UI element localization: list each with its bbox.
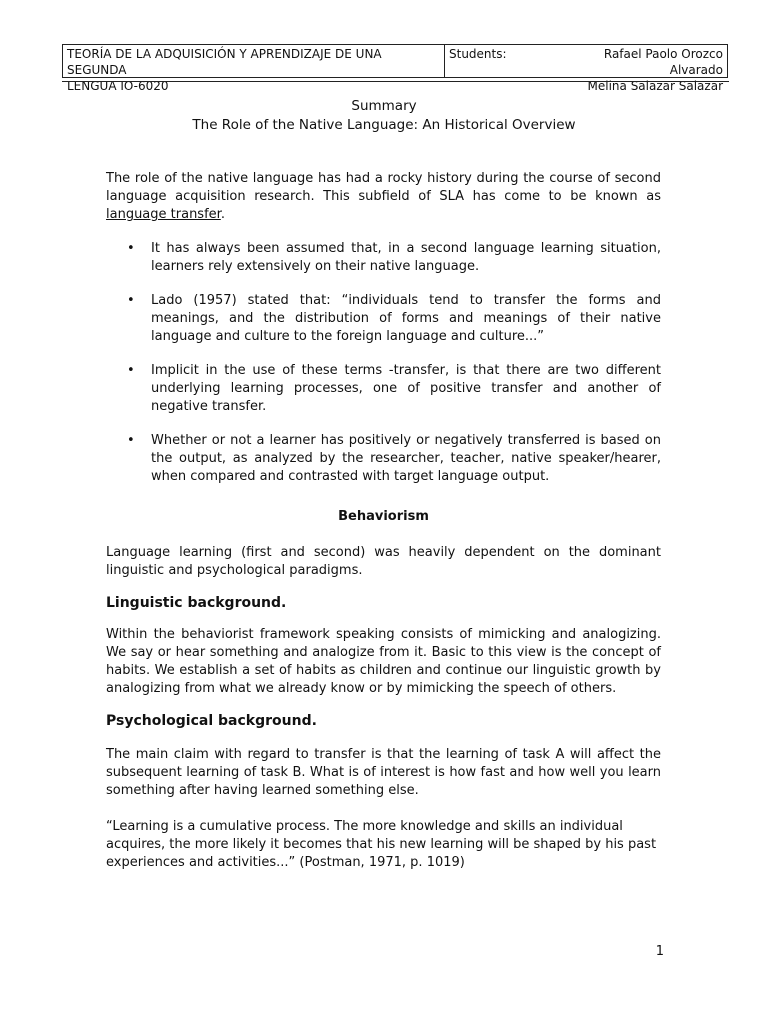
bullet-item: • Lado (1957) stated that: “individuals tend to transfer the forms and meanings, and the distribution of forms and meanings of their native language and culture to the foreign language and culture...” (151, 292, 661, 346)
title-main: The Role of the Native Language: An Historical Overview (192, 117, 576, 133)
linguistic-heading: Linguistic background. (106, 595, 287, 611)
student-name-2: Melina Salazar Salazar (587, 79, 723, 93)
bullet-item: • It has always been assumed that, in a second language learning situation, learners rely extensively on their native language. (151, 240, 661, 276)
course-title-cell (63, 45, 445, 93)
title-summary: Summary (351, 98, 417, 114)
document-header (62, 44, 728, 93)
postman-quote: “Learning is a cumulative process. The more knowledge and skills an individual acquires, the more likely it becomes that his new learning will be shaped by his past experiences and activities...” (Postman, 1971, p. 1019) (106, 819, 657, 870)
behaviorism-paragraph: Language learning (first and second) was heavily dependent on the dominant linguistic and psychological paradigms. (106, 545, 661, 578)
document-title (0, 97, 768, 135)
intro-paragraph (106, 170, 661, 224)
course-title-line2: LENGUA IO-6020 (67, 79, 169, 93)
behaviorism-heading: Behaviorism (338, 509, 429, 524)
document-body (106, 170, 661, 872)
linguistic-paragraph: Within the behaviorist framework speaking consists of mimicking and analogizing. We say or hear something and analogize from it. Basic to this view is the concept of habits. We establish a set of habits as children and continue our linguistic growth by analogizing from what we already know or by mimicking the speech of others. (106, 627, 661, 696)
bullet-item: • Implicit in the use of these terms -transfer, is that there are two different underlying learning processes, one of positive transfer and another of negative transfer. (151, 362, 661, 416)
student-name-1: Rafael Paolo Orozco Alvarado (603, 47, 723, 77)
psychological-heading: Psychological background. (106, 713, 317, 729)
intro-text: The role of the native language has had a rocky history during the course of second language acquisition research. This subfield of SLA has come to be known as (106, 171, 661, 204)
course-title-line1: TEORÍA DE LA ADQUISICIÓN Y APRENDIZAJE DE UNA SEGUNDA (67, 47, 382, 77)
students-cell (445, 45, 727, 93)
page-number: 1 (655, 944, 664, 959)
intro-term: language transfer (106, 207, 221, 222)
psychological-paragraph: The main claim with regard to transfer is that the learning of task A will affect the subsequent learning of task B. What is of interest is how fast and how well you learn something after having learned something else. (106, 747, 661, 798)
bullet-list (106, 240, 661, 486)
student-names (549, 46, 723, 93)
students-label: Students: (449, 47, 507, 61)
intro-end: . (220, 207, 225, 222)
bullet-item: • Whether or not a learner has positively or negatively transferred is based on the output, as analyzed by the researcher, teacher, native speaker/hearer, when compared and contrasted with target language output. (151, 432, 661, 486)
